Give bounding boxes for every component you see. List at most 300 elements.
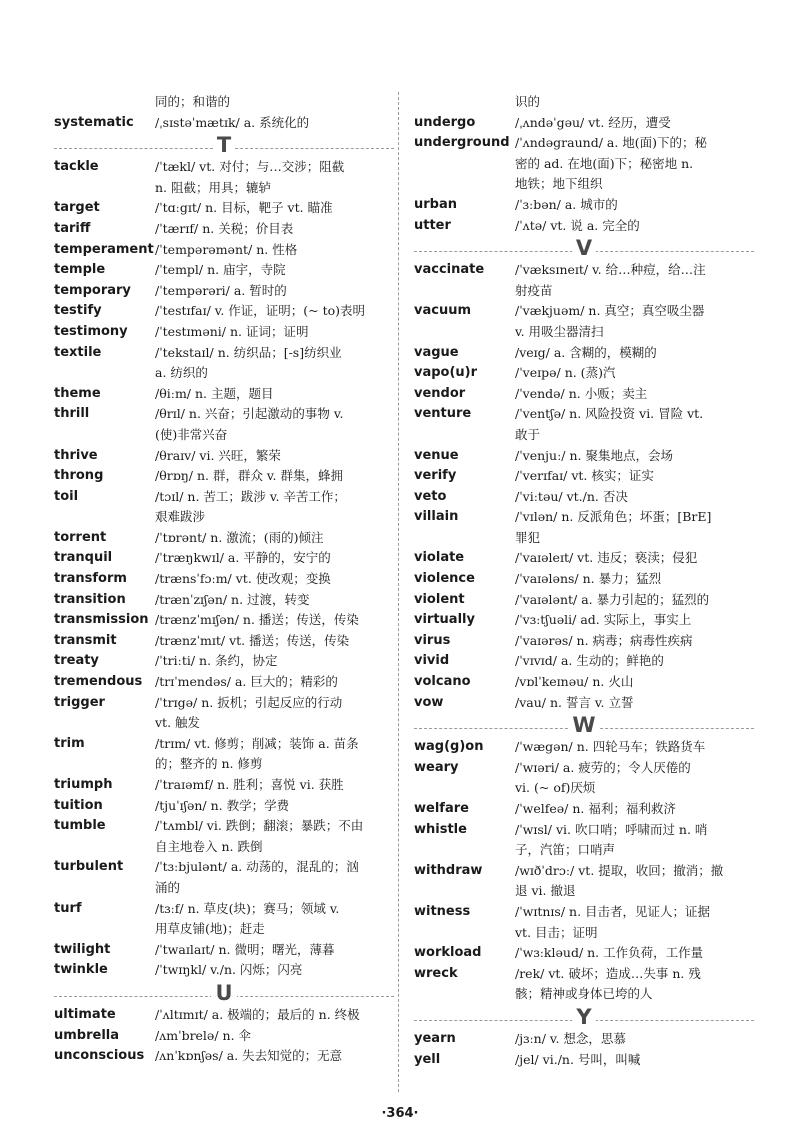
dictionary-entry	[54, 384, 394, 405]
definition	[515, 216, 754, 237]
definition-line: /trænzˈmɪʃən/ n. 播送；传送，传染	[155, 612, 359, 628]
definition	[515, 590, 754, 611]
definition	[515, 569, 754, 590]
dictionary-entry	[54, 940, 394, 961]
definition-line: /ˈʌltɪmɪt/ a. 极端的；最后的 n. 终极	[155, 1006, 360, 1022]
dictionary-entry	[414, 1050, 754, 1071]
headword: villain	[414, 509, 459, 525]
headword: witness	[414, 903, 471, 919]
definition	[155, 548, 394, 569]
section-letter-v	[414, 236, 754, 260]
dictionary-entry	[54, 219, 394, 240]
headword: violence	[414, 571, 475, 587]
headword: throng	[54, 468, 104, 484]
headword: treaty	[54, 653, 99, 669]
headword: turf	[54, 900, 82, 916]
definition-line: /trænˈzɪʃən/ n. 过渡，转变	[155, 591, 310, 607]
headword: transmit	[54, 632, 117, 648]
section-letter-y	[414, 1005, 754, 1029]
dictionary-entry	[414, 799, 754, 820]
definition	[155, 404, 394, 445]
headword: systematic	[54, 114, 134, 130]
dictionary-entry	[54, 899, 394, 940]
definition	[515, 195, 754, 216]
dictionary-entry	[54, 734, 394, 775]
definition	[155, 1046, 394, 1067]
headword: tumble	[54, 818, 106, 834]
definition	[155, 322, 394, 343]
definition	[155, 610, 394, 631]
definition	[155, 651, 394, 672]
headword: wreck	[414, 965, 458, 981]
dictionary-entry	[54, 960, 394, 981]
definition-line: /ˈverɪfaɪ/ vt. 核实；证实	[515, 468, 654, 484]
definition-line: 的；整齐的 n. 修剪	[155, 756, 263, 772]
definition-line: 射疫苗	[515, 282, 553, 298]
definition	[515, 610, 754, 631]
definition	[515, 1050, 754, 1071]
dictionary-entry	[54, 240, 394, 261]
headword: vivid	[414, 653, 450, 669]
definition-line: vt. 触发	[155, 715, 201, 731]
definition	[155, 113, 394, 134]
dictionary-entry	[54, 672, 394, 693]
headword: weary	[414, 759, 459, 775]
definition-line: /wɪðˈdrɔː/ vt. 提取，收回；撤消；撤	[515, 862, 724, 878]
definition	[155, 487, 394, 528]
headword: temporary	[54, 282, 131, 298]
headword: underground	[414, 135, 510, 151]
definition	[515, 964, 754, 1005]
definition	[155, 960, 394, 981]
definition	[515, 301, 754, 342]
definition-line: /ˈwɪsl/ vi. 吹口哨；呼啸而过 n. 哨	[515, 821, 708, 837]
dictionary-entry	[414, 590, 754, 611]
dictionary-entry	[414, 260, 754, 301]
headword: testimony	[54, 323, 128, 339]
definition	[155, 775, 394, 796]
dictionary-entry	[54, 260, 394, 281]
headword: temple	[54, 262, 106, 278]
dictionary-entry	[414, 693, 754, 714]
definition	[515, 1029, 754, 1050]
definition-line: /ˈvɪlən/ n. 反派角色；坏蛋；[BrE]	[515, 509, 712, 525]
definition-line: /ˈtʌmbl/ vi. 跌倒；翻滚；暴跌；不由	[155, 818, 364, 834]
dictionary-entry	[414, 133, 754, 195]
section-letter-w	[414, 713, 754, 737]
dictionary-entry	[414, 507, 754, 548]
definition	[515, 363, 754, 384]
definition-line: /ʌmˈbrelə/ n. 伞	[155, 1027, 252, 1043]
headword: turbulent	[54, 859, 124, 875]
definition	[155, 672, 394, 693]
definition	[155, 528, 394, 549]
definition	[515, 404, 754, 445]
dictionary-entry	[54, 775, 394, 796]
dictionary-entry	[54, 610, 394, 631]
dictionary-entry	[54, 281, 394, 302]
headword: textile	[54, 344, 102, 360]
dictionary-entry	[414, 569, 754, 590]
definition	[155, 281, 394, 302]
definition	[155, 899, 394, 940]
definition	[155, 260, 394, 281]
definition-line: /ˈtekstaɪl/ n. 纺织品；[-s]纺织业	[155, 344, 342, 360]
definition-line: /trɪˈmendəs/ a. 巨大的；精彩的	[155, 674, 338, 690]
headword: whistle	[414, 821, 467, 837]
definition-line: 用草皮铺(地)；赶走	[155, 921, 265, 937]
definition	[515, 487, 754, 508]
definition-line: /veɪg/ a. 含糊的，模糊的	[515, 344, 657, 360]
headword: trigger	[54, 694, 105, 710]
headword: thrive	[54, 447, 98, 463]
definition-line: /ʌnˈkɒnʃəs/ a. 失去知觉的；无意	[155, 1048, 343, 1064]
headword: venue	[414, 447, 459, 463]
headword: yearn	[414, 1030, 456, 1046]
definition	[155, 1005, 394, 1026]
right-column	[414, 92, 754, 1070]
definition-line: /ˈtempərəri/ a. 暂时的	[155, 282, 287, 298]
definition-line: 涌的	[155, 879, 181, 895]
headword: unconscious	[54, 1048, 145, 1064]
headword: verify	[414, 468, 457, 484]
headword: trim	[54, 735, 85, 751]
definition-line: /θrɪl/ n. 兴奋；引起激动的事物 v.	[155, 406, 344, 422]
dictionary-entry	[54, 157, 394, 198]
headword: temperament	[54, 241, 154, 257]
dictionary-entry	[414, 861, 754, 902]
headword: vaccinate	[414, 262, 485, 278]
definition-line: /vau/ n. 誓言 v. 立誓	[515, 694, 634, 710]
dictionary-entry	[414, 820, 754, 861]
headword: workload	[414, 945, 482, 961]
definition-line: vi. (~ of)厌烦	[515, 780, 596, 796]
definition-line: 罪犯	[515, 529, 541, 545]
definition-line: /ˈwægən/ n. 四轮马车；铁路货车	[515, 739, 706, 755]
dictionary-entry	[54, 651, 394, 672]
definition-line: /ˈtɒrənt/ n. 激流；(雨的)倾注	[155, 529, 324, 545]
definition-line: /ˈtærɪf/ n. 关税；价目表	[155, 220, 294, 236]
definition-line: /ˈvendə/ n. 小贩；卖主	[515, 385, 648, 401]
headword: violate	[414, 550, 465, 566]
definition-line: 艰难跋涉	[155, 509, 206, 525]
headword: twilight	[54, 941, 111, 957]
definition-line: /θiːm/ n. 主题，题目	[155, 385, 274, 401]
dictionary-entry	[54, 857, 394, 898]
definition-line: /tɜːf/ n. 草皮(块)；赛马；领域 v.	[155, 900, 340, 916]
column-divider	[398, 92, 399, 1092]
definition	[515, 820, 754, 861]
definition-line: /ˈtestɪfaɪ/ v. 作证，证明；(~ to)表明	[155, 303, 366, 319]
definition-line: /ˈtraɪəmf/ n. 胜利；喜悦 vi. 获胜	[155, 777, 344, 792]
headword: welfare	[414, 801, 469, 816]
definition-line: /ˈventʃə/ n. 风险投资 vi. 冒险 vt.	[515, 406, 704, 422]
dictionary-entry	[414, 758, 754, 799]
headword: withdraw	[414, 862, 483, 878]
headword: utter	[414, 217, 451, 233]
dictionary-entry	[414, 446, 754, 467]
headword: vapo(u)r	[414, 365, 478, 381]
dictionary-entry	[54, 528, 394, 549]
definition-line: /ˈvenjuː/ n. 聚集地点，会场	[515, 447, 673, 463]
definition-line: 自主地卷入 n. 跌倒	[155, 838, 263, 854]
definition	[155, 857, 394, 898]
definition	[155, 734, 394, 775]
headword: torrent	[54, 529, 107, 545]
headword: testify	[54, 303, 102, 319]
headword: veto	[414, 488, 447, 504]
dictionary-entry	[414, 964, 754, 1005]
definition	[155, 940, 394, 961]
definition-line: /ˈwɪəri/ a. 疲劳的；令人厌倦的	[515, 759, 691, 775]
dictionary-entry	[414, 466, 754, 487]
definition-line: /jɜːn/ v. 想念，思慕	[515, 1030, 626, 1046]
headword: umbrella	[54, 1027, 120, 1043]
dictionary-entry	[54, 796, 394, 817]
definition-line: /ˈviːtəu/ vt./n. 否决	[515, 488, 628, 504]
definition-line: /ˈveɪpə/ n. (蒸)汽	[515, 365, 616, 381]
dictionary-entry	[54, 1026, 394, 1047]
definition-line: /ˈtestɪməni/ n. 证词；证明	[155, 323, 309, 339]
definition	[515, 548, 754, 569]
definition	[155, 198, 394, 219]
definition-line: /θrɒŋ/ n. 群，群众 v. 群集，蜂拥	[155, 468, 343, 484]
definition-line: /tɔɪl/ n. 苦工；跋涉 v. 辛苦工作；	[155, 488, 346, 504]
definition-line: /jel/ vi./n. 号叫，叫喊	[515, 1051, 641, 1067]
definition-line: /ˈvaɪələns/ n. 暴力；猛烈	[515, 571, 662, 587]
dictionary-entry	[54, 487, 394, 528]
headword: yell	[414, 1051, 441, 1067]
dictionary-entry	[414, 610, 754, 631]
definition-line: /ˈtræŋkwɪl/ a. 平静的，安宁的	[155, 550, 331, 566]
definition	[155, 446, 394, 467]
dictionary-entry	[414, 113, 754, 134]
definition-line: /ˌʌndəˈgəu/ vt. 经历，遭受	[515, 114, 671, 130]
definition	[155, 157, 394, 198]
definition	[515, 507, 754, 548]
definition-line: /ˈwɪtnɪs/ n. 目击者，见证人；证据	[515, 903, 711, 919]
dictionary-entry	[414, 404, 754, 445]
definition	[155, 1026, 394, 1047]
dictionary-entry	[414, 343, 754, 364]
headword: tariff	[54, 220, 91, 236]
headword: tackle	[54, 159, 99, 175]
dictionary-entry	[414, 384, 754, 405]
dictionary-entry	[414, 363, 754, 384]
definition	[155, 816, 394, 857]
definition-line: /rek/ vt. 破坏；造成…失事 n. 残	[515, 965, 701, 981]
definition-line: /θraɪv/ vi. 兴旺，繁荣	[155, 447, 281, 463]
section-letter-text: U	[211, 981, 236, 1005]
definition-line: /ˈtɜːbjulənt/ a. 动荡的，混乱的；汹	[155, 859, 359, 875]
dictionary-entry	[414, 487, 754, 508]
definition-line: (使)非常兴奋	[155, 426, 228, 442]
dictionary-entry	[54, 590, 394, 611]
dictionary-entry	[54, 198, 394, 219]
definition	[155, 631, 394, 652]
headword: undergo	[414, 114, 476, 130]
definition	[155, 240, 394, 261]
left-column	[54, 92, 394, 1067]
definition	[515, 446, 754, 467]
definition-line: /ˈwelfeə/ n. 福利；福利救济	[515, 801, 676, 816]
continuation-line: 同的；和谐的	[155, 94, 231, 109]
definition	[515, 631, 754, 652]
dictionary-entry	[414, 737, 754, 758]
definition	[515, 902, 754, 943]
definition	[515, 651, 754, 672]
dictionary-entry	[54, 548, 394, 569]
headword: virus	[414, 632, 451, 648]
definition-line: n. 阻截；用具；辘轳	[155, 179, 271, 195]
page-number: ·364·	[381, 1106, 419, 1121]
definition	[515, 133, 754, 195]
dictionary-entry	[414, 651, 754, 672]
headword: ultimate	[54, 1006, 116, 1022]
section-letter-text: W	[568, 713, 599, 737]
definition	[155, 590, 394, 611]
definition	[155, 693, 394, 734]
dictionary-entry	[54, 466, 394, 487]
dictionary-entry	[54, 322, 394, 343]
dictionary-entry	[414, 301, 754, 342]
headword: transmission	[54, 612, 149, 628]
section-letter-text: Y	[572, 1005, 595, 1029]
definition-line: /trænzˈmɪt/ vt. 播送；传送，传染	[155, 632, 350, 648]
definition-line: /ˈʌtə/ vt. 说 a. 完全的	[515, 217, 640, 233]
definition	[515, 861, 754, 902]
definition-line: /ˈtwaɪlaɪt/ n. 微明；曙光，薄暮	[155, 941, 335, 957]
headword: vacuum	[414, 303, 472, 319]
definition-line: /ˈtɑːgɪt/ n. 目标，靶子 vt. 瞄准	[155, 200, 333, 216]
definition-line: /ˈtrɪgə/ n. 扳机；引起反应的行动	[155, 694, 343, 710]
definition-line: /ˈvɜːtʃuəli/ ad. 实际上，事实上	[515, 612, 692, 628]
dictionary-entry	[54, 446, 394, 467]
definition	[515, 737, 754, 758]
section-letter-text: T	[213, 133, 235, 157]
definition-line: /ˈʌndəgraund/ a. 地(面)下的；秘	[515, 135, 708, 151]
definition	[515, 672, 754, 693]
dictionary-entry	[414, 195, 754, 216]
definition-line: /ˈtempl/ n. 庙宇，寺院	[155, 262, 286, 278]
headword: transition	[54, 591, 126, 607]
headword: theme	[54, 385, 101, 401]
headword: virtually	[414, 612, 475, 628]
definition-line: /ˈvɪvɪd/ a. 生动的；鲜艳的	[515, 653, 664, 669]
definition-line: /ˈwɜːkləud/ n. 工作负荷，工作量	[515, 945, 704, 961]
headword: thrill	[54, 406, 90, 422]
definition-line: /ˈvaɪələnt/ a. 暴力引起的；猛烈的	[515, 591, 710, 607]
definition-line: 地铁；地下组织	[515, 176, 603, 192]
definition	[515, 693, 754, 714]
definition-line: v. 用吸尘器清扫	[515, 323, 604, 339]
definition	[155, 384, 394, 405]
definition	[515, 113, 754, 134]
definition	[515, 260, 754, 301]
dictionary-entry	[54, 816, 394, 857]
headword: tuition	[54, 797, 103, 813]
headword: venture	[414, 406, 472, 422]
definition-line: 密的 ad. 在地(面)下；秘密地 n.	[515, 155, 694, 171]
definition-line: 退 vi. 撤退	[515, 883, 576, 899]
headword: vague	[414, 344, 459, 360]
definition	[515, 343, 754, 364]
dictionary-entry	[414, 902, 754, 943]
headword: triumph	[54, 777, 113, 792]
dictionary-entry	[414, 548, 754, 569]
dictionary-entry	[54, 569, 394, 590]
definition-line: /trænsˈfɔːm/ vt. 使改观；变换	[155, 571, 331, 587]
definition-line: /ˈtempərəmənt/ n. 性格	[155, 241, 298, 257]
headword: tranquil	[54, 550, 113, 566]
headword: toil	[54, 488, 79, 504]
definition-line: /ˈtwɪŋkl/ v./n. 闪烁；闪亮	[155, 962, 303, 978]
dictionary-entry	[54, 343, 394, 384]
definition-line: /ˈvaɪərəs/ n. 病毒；病毒性疾病	[515, 632, 693, 648]
headword: tremendous	[54, 674, 143, 690]
definition-line: /vɒlˈkeɪnəu/ n. 火山	[515, 674, 634, 690]
definition	[155, 569, 394, 590]
headword: vendor	[414, 385, 466, 401]
dictionary-entry	[54, 1005, 394, 1026]
definition	[515, 943, 754, 964]
definition	[155, 301, 394, 322]
headword: transform	[54, 571, 127, 587]
continuation-line: 识的	[515, 94, 541, 109]
definition	[515, 758, 754, 799]
definition-line: /tjuˈɪʃən/ n. 教学；学费	[155, 797, 290, 813]
definition	[155, 219, 394, 240]
definition	[155, 466, 394, 487]
definition-line: /ˈtriːti/ n. 条约，协定	[155, 653, 278, 669]
headword: urban	[414, 196, 457, 212]
definition	[155, 343, 394, 384]
headword: target	[54, 200, 100, 216]
definition-line: /ˈɜːbən/ a. 城市的	[515, 196, 618, 212]
definition-line: /ˈvaɪəleɪt/ vt. 违反；亵渎；侵犯	[515, 550, 698, 566]
definition-line: vt. 目击；证明	[515, 924, 598, 940]
definition	[515, 799, 754, 820]
dictionary-entry	[54, 693, 394, 734]
definition-line: /trɪm/ vt. 修剪；削减；装饰 a. 苗条	[155, 735, 359, 751]
definition	[155, 796, 394, 817]
definition-line: /ˌsɪstəˈmætɪk/ a. 系统化的	[155, 114, 310, 130]
definition	[515, 384, 754, 405]
dictionary-entry	[414, 943, 754, 964]
dictionary-entry	[54, 113, 394, 134]
dictionary-entry	[54, 404, 394, 445]
definition-line: 敢于	[515, 426, 541, 442]
headword: violent	[414, 591, 465, 607]
section-letter-u	[54, 981, 394, 1005]
headword: volcano	[414, 674, 471, 690]
section-letter-t	[54, 133, 394, 157]
definition-line: a. 纺织的	[155, 365, 208, 381]
definition-line: /ˈvæksɪneɪt/ v. 给…种痘，给…注	[515, 262, 706, 278]
headword: vow	[414, 694, 444, 710]
dictionary-entry	[414, 216, 754, 237]
section-letter-text: V	[572, 236, 596, 260]
definition-line: 子，汽笛；口哨声	[515, 842, 616, 858]
definition-line: /ˈtækl/ vt. 对付；与…交涉；阻截	[155, 159, 345, 175]
dictionary-entry	[54, 1046, 394, 1067]
definition-line: 骸；精神或身体已垮的人	[515, 986, 653, 1002]
definition-line: /ˈvækjuəm/ n. 真空；真空吸尘器	[515, 303, 705, 319]
dictionary-entry	[414, 631, 754, 652]
dictionary-entry	[54, 631, 394, 652]
dictionary-entry	[414, 672, 754, 693]
dictionary-entry	[414, 1029, 754, 1050]
